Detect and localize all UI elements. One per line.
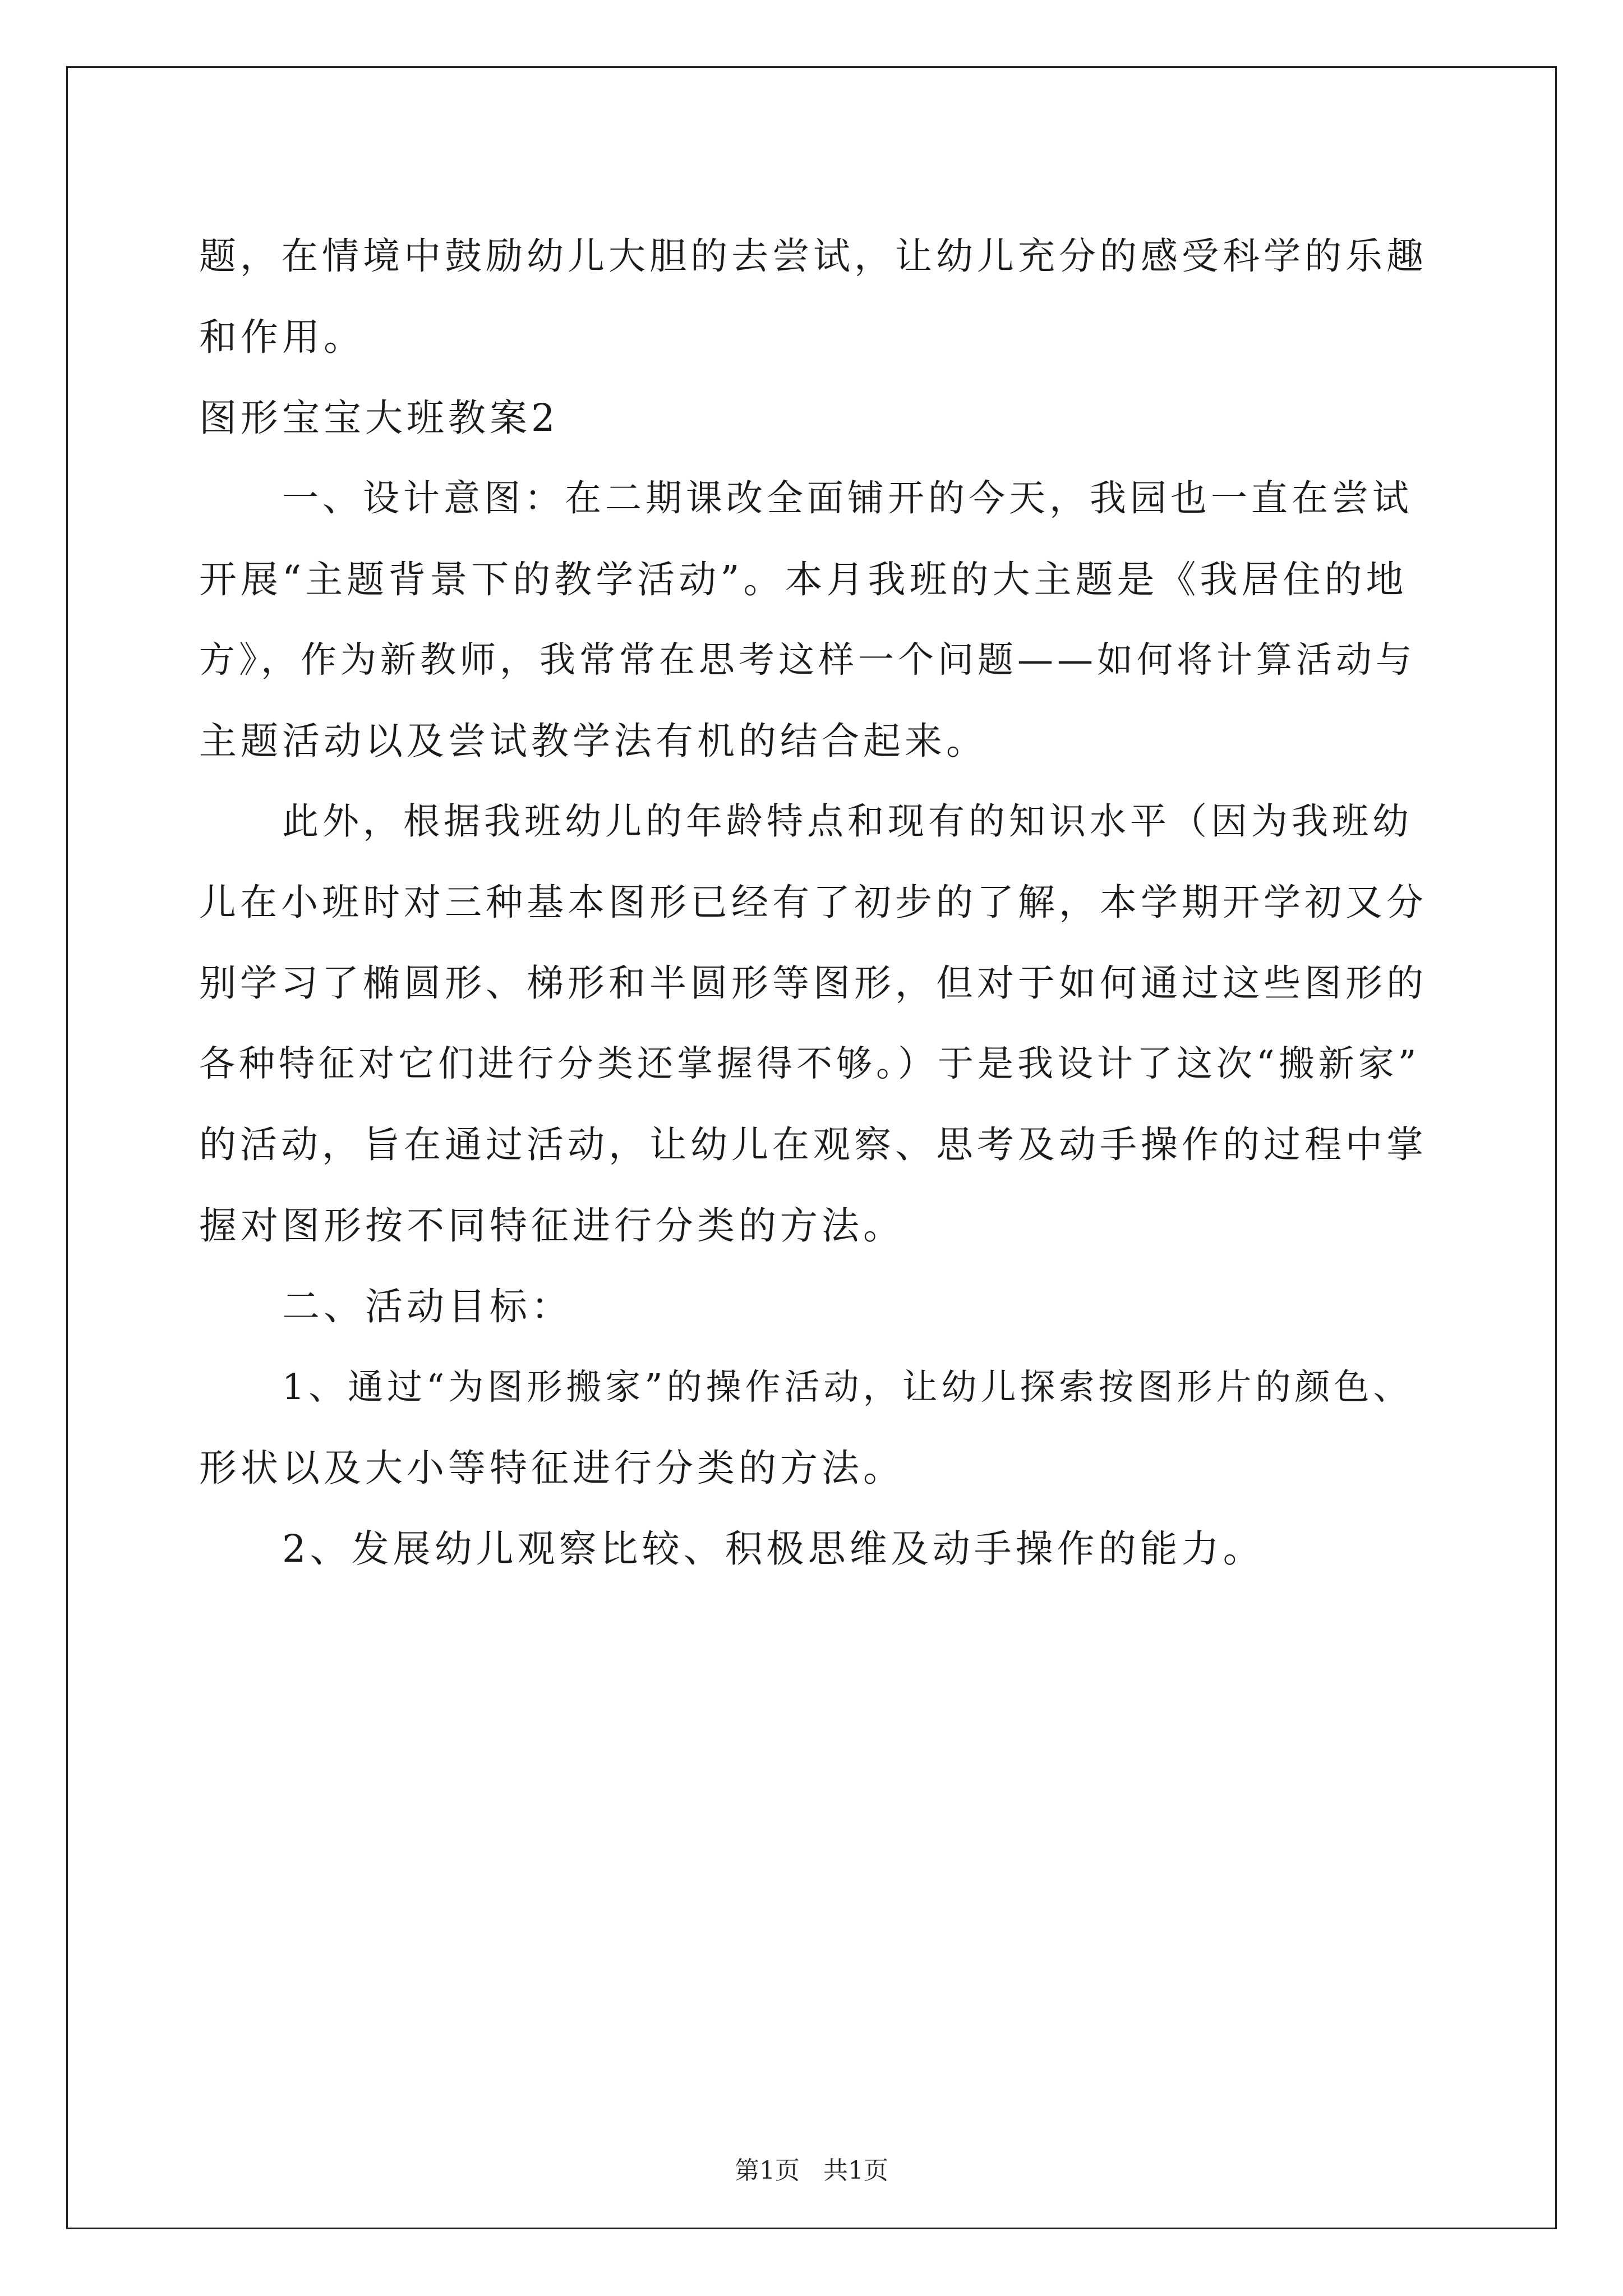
text-line: 形状以及大小等特征进行分类的方法。 (199, 1446, 905, 1490)
text-line: 主题活动以及尝试教学法有机的结合起来。 (199, 719, 988, 763)
text-line: 开展“主题背景下的教学活动”。本月我班的大主题是《我居住的地 (199, 558, 1408, 601)
paragraph-start: 此外，根据我班幼儿的年龄特点和现有的知识水平（因为我班幼 (282, 800, 1413, 843)
document-body (199, 216, 1427, 1589)
list-item: 2、发展幼儿观察比较、积极思维及动手操作的能力。 (282, 1527, 1265, 1571)
section-title: 图形宝宝大班教案2 (199, 396, 559, 440)
text-line: 和作用。 (199, 315, 365, 359)
text-line: 的活动，旨在通过活动，让幼儿在观察、思考及动手操作的过程中掌 (199, 1123, 1427, 1166)
section-heading: 二、活动目标： (282, 1285, 573, 1328)
text-line: 方》，作为新教师，我常常在思考这样一个问题——如何将计算活动与 (199, 639, 1415, 681)
text-line: 别学习了椭圆形、梯形和半圆形等图形，但对于如何通过这些图形的 (199, 961, 1427, 1005)
page-number: 第1页 (735, 2156, 800, 2185)
text-line: 儿在小班时对三种基本图形已经有了初步的了解，本学期开学初又分 (199, 881, 1427, 924)
paragraph-start: 一、设计意图：在二期课改全面铺开的今天，我园也一直在尝试 (282, 477, 1413, 519)
page-footer (0, 2154, 1623, 2188)
page-total: 共1页 (823, 2156, 888, 2185)
list-item: 1、通过“为图形搬家”的操作活动，让幼儿探索按图形片的颜色、 (282, 1366, 1413, 1407)
text-line: 题，在情境中鼓励幼儿大胆的去尝试，让幼儿充分的感受科学的乐趣 (199, 234, 1427, 278)
text-line: 握对图形按不同特征进行分类的方法。 (199, 1204, 905, 1248)
text-line: 各种特征对它们进行分类还掌握得不够。）于是我设计了这次“搬新家” (199, 1043, 1421, 1085)
